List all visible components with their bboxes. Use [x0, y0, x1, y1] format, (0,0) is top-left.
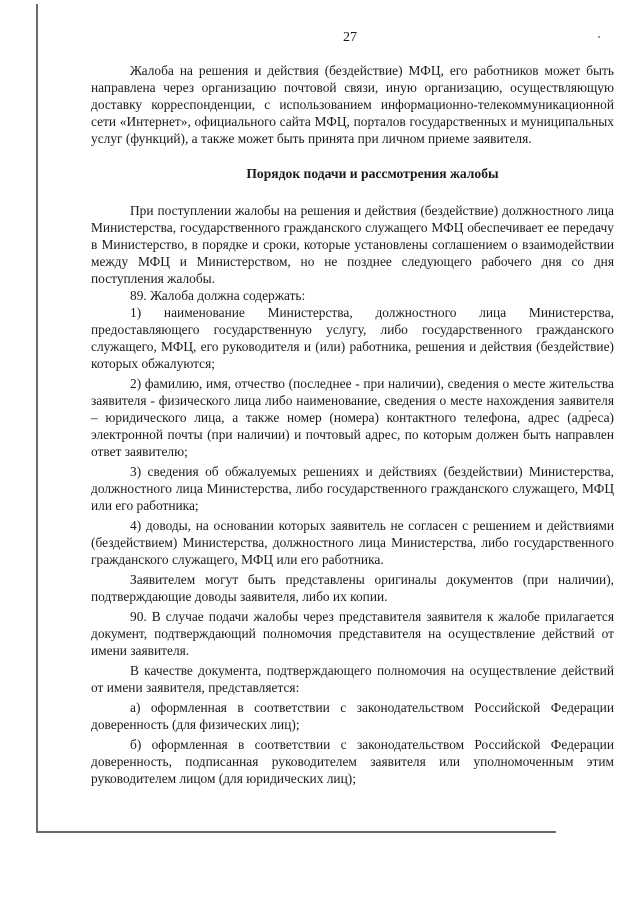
paragraph-authority-doc: В качестве документа, подтверждающего полномочия на осуществление действий от имени заявителя, представляется:: [91, 663, 614, 695]
paragraph-item-3: 3) сведения об обжалуемых решениях и действиях (бездействии) Министерства, должностного лица Министерства, либо государственного гражданского служащего, МФЦ или его работника;: [91, 464, 614, 513]
paragraph-item-4: 4) доводы, на основании которых заявитель не согласен с решением и действиями (бездействием) Министерства, должностного лица Министерства, либо государственного гражданского служащего, МФЦ или его работника.: [91, 518, 614, 567]
paragraph-item-a: а) оформленная в соответствии с законодательством Российской Федерации доверенность (для физических лиц);: [91, 700, 614, 732]
intro-paragraph: Жалоба на решения и действия (бездействие) МФЦ, его работников может быть направлена через организацию почтовой связи, иную организацию, осуществляющую доставку корреспонденции, с использованием информационно-телекоммуникационной сети «Интернет», официального сайта МФЦ, порталов государственных и муниципальных услуг (функций), а также может быть принята при личном приеме заявителя.: [91, 63, 614, 146]
paragraph-item-1: 1) наименование Министерства, должностного лица Министерства, предоставляющего государственную услугу, либо государственного гражданского служащего, МФЦ, его руководителя и (или) работника, решения и действия (бездействие) которых обжалуются;: [91, 305, 614, 371]
page-left-border: [36, 4, 38, 832]
page-number: 27: [343, 30, 357, 45]
section-heading: Порядок подачи и рассмотрения жалобы: [246, 166, 499, 181]
paragraph-89: 89. Жалоба должна содержать:: [130, 288, 306, 303]
paragraph-item-2: 2) фамилию, имя, отчество (последнее - при наличии), сведения о месте жительства заявителя - физического лица либо наименование, сведения о месте нахождения заявителя – юридического лица, а также номер (номера) контактного телефона, адрес (адреса) электронной почты (при наличии) и почтовый адрес, по которым должен быть направлен ответ заявителю;: [91, 376, 614, 459]
page-bottom-border: [36, 831, 556, 833]
document-body: [91, 62, 614, 787]
paragraph-receipt: При поступлении жалобы на решения и действия (бездействие) должностного лица Министерства, государственного гражданского служащего МФЦ обеспечивает ее передачу в Министерство, в порядке и сроки, которые установлены соглашением о взаимодействии между МФЦ и Министерством, но не позднее следующего рабочего дня со дня поступления жалобы.: [91, 203, 614, 286]
paragraph-originals: Заявителем могут быть представлены оригиналы документов (при наличии), подтверждающие доводы заявителя, либо их копии.: [91, 572, 614, 604]
paragraph-90: 90. В случае подачи жалобы через представителя заявителя к жалобе прилагается документ, подтверждающий полномочия представителя на осуществление действий от имени заявителя.: [91, 609, 614, 658]
paragraph-item-b: б) оформленная в соответствии с законодательством Российской Федерации доверенность, подписанная руководителем заявителя или уполномоченным этим руководителем лицом (для юридических лиц);: [91, 737, 614, 786]
